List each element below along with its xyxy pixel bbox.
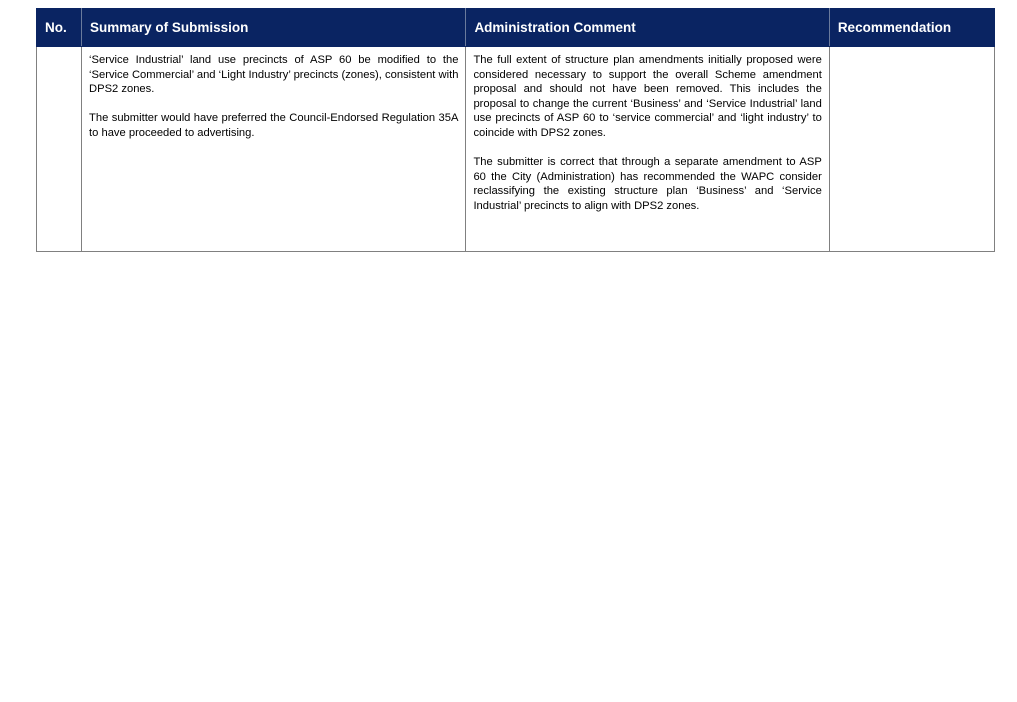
- administration-paragraph-1: The full extent of structure plan amendments initially proposed were considered necessary to support the overall Scheme amendment proposal and should not have been removed. This includes the proposal to change the current ‘Business’ and ‘Service Industrial’ land use precincts of ASP 60 to ‘service commercial’ and ‘light industry’ to coincide with DPS2 zones.: [473, 54, 822, 139]
- submissions-table: [36, 8, 995, 252]
- table-row: [37, 47, 995, 252]
- table-header-row: [37, 9, 995, 47]
- cell-no-value: [44, 53, 74, 54]
- table-body: [37, 47, 995, 252]
- cell-summary-of-submission: [82, 47, 466, 252]
- summary-paragraph-1: ‘Service Industrial’ land use precincts of ASP 60 be modified to the ‘Service Commercial’ and ‘Light Industry’ precincts (zones), consistent with DPS2 zones.: [89, 54, 459, 96]
- administration-text-block: [473, 53, 821, 214]
- summary-paragraph-2: The submitter would have preferred the Council-Endorsed Regulation 35A to have proceeded to advertising.: [89, 112, 459, 139]
- column-header-summary-of-submission: Summary of Submission: [82, 9, 466, 47]
- administration-paragraph-2: The submitter is correct that through a separate amendment to ASP 60 the City (Administration) has recommended the WAPC consider reclassifying the existing structure plan ‘Business’ and ‘Service Industrial’ precincts to align with DPS2 zones.: [473, 156, 822, 212]
- column-header-recommendation: Recommendation: [829, 9, 994, 47]
- cell-recommendation-value: [837, 53, 987, 54]
- cell-recommendation: [829, 47, 994, 252]
- table-header: [37, 9, 995, 47]
- cell-administration-comment: [466, 47, 829, 252]
- cell-no: [37, 47, 82, 252]
- summary-text-block: [89, 53, 458, 141]
- column-header-no: No.: [37, 9, 82, 47]
- column-header-administration-comment: Administration Comment: [466, 9, 829, 47]
